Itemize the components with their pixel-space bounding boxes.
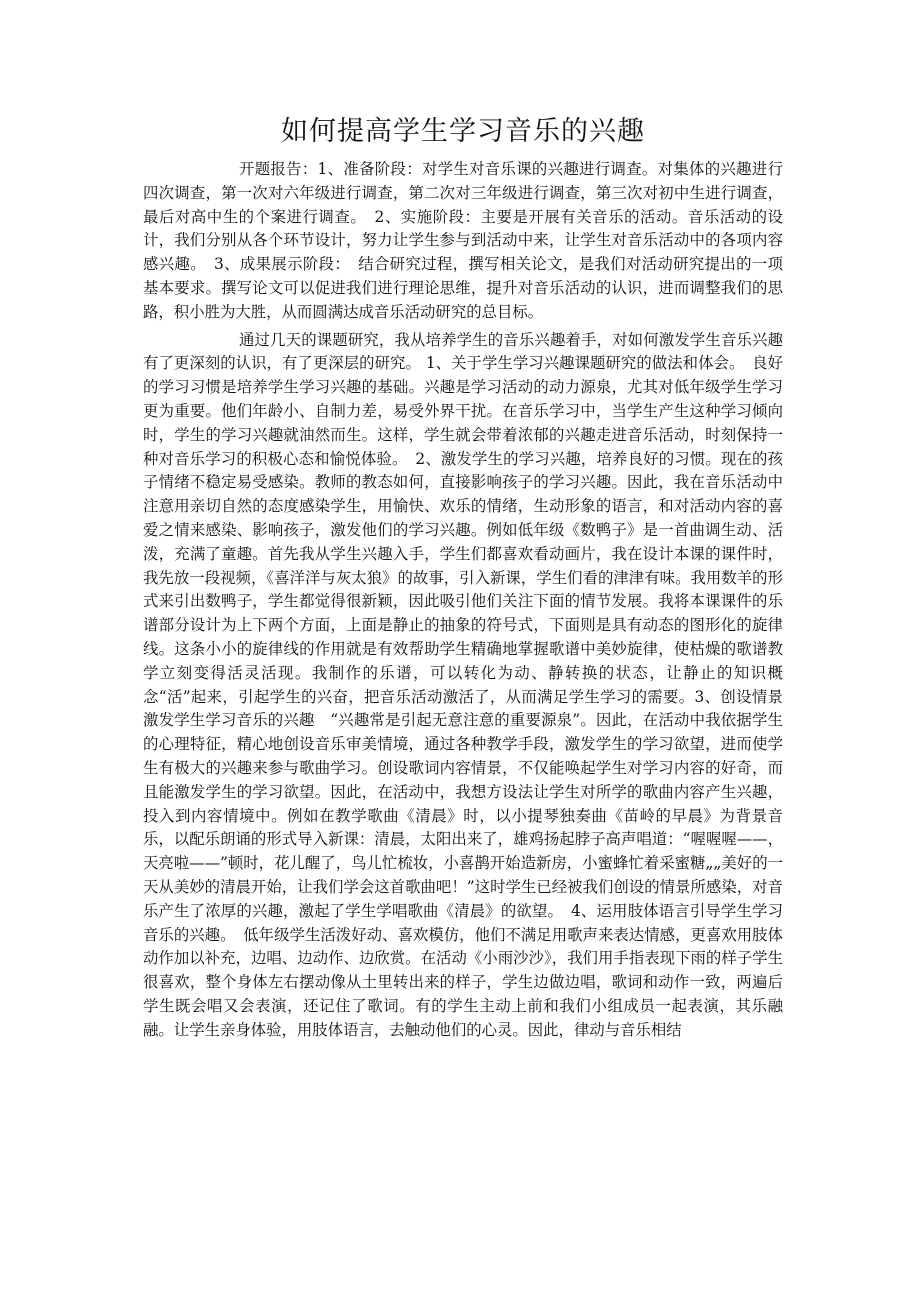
paragraph-research-findings: 通过几天的课题研究，我从培养学生的音乐兴趣着手，对如何激发学生音乐兴趣有了更深刻的认识，有了更深层的研究。 1、关于学生学习兴趣课题研究的做法和体会。 良好的学习习惯是培养学生学习兴趣的基础。兴趣是学习活动的动力源泉，尤其对低年级学生学习更为重要。他们年龄小、自制力差，易受外界干扰。在音乐学习中，当学生产生这种学习倾向时，学生的学习兴趣就油然而生。这样，学生就会带着浓郁的兴趣走进音乐活动，时刻保持一种对音乐学习的积极心态和愉悦体验。 2、激发学生的学习兴趣，培养良好的习惯。现在的孩子情绪不稳定易受感染。教师的教态如何，直接影响孩子的学习兴趣。因此，我在音乐活动中注意用亲切自然的态度感染学生，用愉快、欢乐的情绪，生动形象的语言，和对活动内容的喜爱之情来感染、影响孩子，激发他们的学习兴趣。例如低年级《数鸭子》是一首曲调生动、活泼，充满了童趣。首先我从学生兴趣入手，学生们都喜欢看动画片，我在设计本课的课件时，我先放一段视频，《喜洋洋与灰太狼》的故事，引入新课，学生们看的津津有味。我用数羊的形式来引出数鸭子，学生都觉得很新颖，因此吸引他们关注下面的情节发展。我将本课课件的乐谱部分设计为上下两个方面，上面是静止的抽象的符号式，下面则是具有动态的图形化的旋律线。这条小小的旋律线的作用就是有效帮助学生精确地掌握歌谱中美妙旋律，使枯燥的歌谱教学立刻变得活灵活现。我制作的乐谱，可以转化为动、静转换的状态，让静止的知识概念“活”起来，引起学生的兴奋，把音乐活动激活了，从而满足学生学习的需要。3、创设情景激发学生学习音乐的兴趣 “兴趣常是引起无意注意的重要源泉”。因此，在活动中我依据学生的心理特征，精心地创设音乐审美情境，通过各种教学手段，激发学生的学习欲望，进而使学生有极大的兴趣来参与歌曲学习。创设歌词内容情景，不仅能唤起学生对学习内容的好奇，而且能激发学生的学习欲望。因此，在活动中，我想方设法让学生对所学的歌曲内容产生兴趣，投入到内容情境中。例如在教学歌曲《清晨》时，以小提琴独奏曲《苗岭的早晨》为背景音乐，以配乐朗诵的形式导入新课：清晨，太阳出来了，雄鸡扬起脖子高声唱道：“喔喔喔——，天亮啦——”顿时，花儿醒了，鸟儿忙梳妆，小喜鹊开始造新房，小蜜蜂忙着采蜜糖„„美好的一天从美妙的清晨开始，让我们学会这首歌曲吧！”这时学生已经被我们创设的情景所感染，对音乐产生了浓厚的兴趣，激起了学生学唱歌曲《清晨》的欲望。 4、运用肢体语言引导学生学习音乐的兴趣。 低年级学生活泼好动、喜欢模仿，他们不满足用歌声来表达情感，更喜欢用肢体动作加以补充，边唱、边动作、边欣赏。在活动《小雨沙沙》，我们用手指表现下雨的样子学生很喜欢，整个身体左右摆动像从土里转出来的样子，学生边做边唱，歌词和动作一致，两遍后学生既会唱又会表演，还记住了歌词。有的学生主动上前和我们小组成员一起表演，其乐融融。让学生亲身体验，用肢体语言，去触动他们的心灵。因此，律动与音乐相结 <box>143 330 783 1039</box>
document-page <box>143 112 783 1042</box>
paragraph-opening-report: 开题报告：1、准备阶段：对学生对音乐课的兴趣进行调查。对集体的兴趣进行四次调查，第一次对六年级进行调查，第二次对三年级进行调查，第三次对初中生进行调查，最后对高中生的个案进行调查。 2、实施阶段：主要是开展有关音乐的活动。音乐活动的设计，我们分别从各个环节设计，努力让学生参与到活动中来，让学生对音乐活动中的各项内容感兴趣。 3、成果展示阶段： 结合研究过程，撰写相关论文，是我们对活动研究提出的一项基本要求。撰写论文可以促进我们进行理论思维，提升对音乐活动的认识，进而调整我们的思路，积小胜为大胜，从而圆满达成音乐活动研究的总目标。 <box>143 160 783 321</box>
document-title: 如何提高学生学习音乐的兴趣 <box>281 116 645 147</box>
